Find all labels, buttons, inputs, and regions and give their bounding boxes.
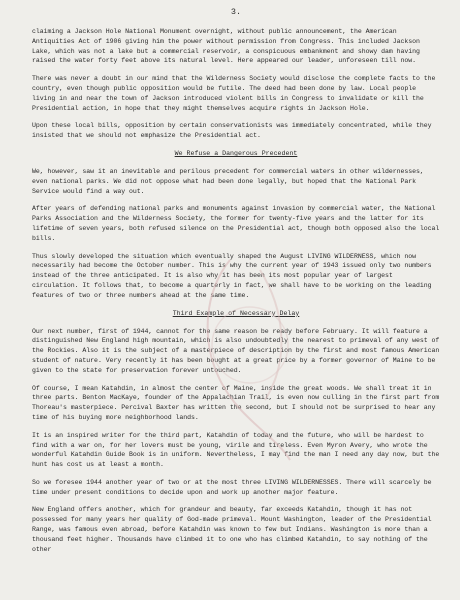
section-heading-delay: Third Example of Necessary Delay bbox=[172, 309, 300, 317]
paragraph-2: There was never a doubt in our mind that the Wilderness Society would disclose the complete facts to the country, even though public opposition would be futile. The deed had been done by law. Local people living in and near the town of Jackson introduced violent bills in Congress to invalidate or kill the Presidential action, in hope that they might themselves acquire rights in Jackson Hole. bbox=[32, 75, 436, 112]
paragraph-4: We, however, saw it an inevitable and perilous precedent for commercial waters in other wildernesses, even national parks. We did not oppose what had been done legally, but hoped that the National Park Service would find a way out. bbox=[32, 167, 424, 195]
paragraph-1: claiming a Jackson Hole National Monument overnight, without public announcement, the American Antiquities Act of 1906 giving him the power without permission from Congress. This included Jackson Lake, which was not a lake but a commercial reservoir, a conspicuous embankment and showy dam having raised the water forty feet above its natural level. Here appeared our leader, unforeseen till now. bbox=[32, 28, 420, 65]
paragraph-11: New England offers another, which for grandeur and beauty, far exceeds Katahdin, though it has not possessed for many years her quality of God-made primeval. Mount Washington, leader of the Presidential Range, was famous even abroad, before Katahdin was known to few but Indians. Washington is more than a thousand feet higher. Thousands have climbed it to one who has climbed Katahdin, to say nothing of the other bbox=[32, 506, 432, 553]
paragraph-6: Thus slowly developed the situation which eventually shaped the August LIVING WILDERNESS, which now necessarily had become the October number. This is why the current year of 1943 issued only two numbers instead of the three anticipated. It is also why it has been its most popular year of largest circulation. It follows that, to become a quarterly in fact, we shall have to be working on the leading features of two or three numbers ahead at the same time. bbox=[32, 252, 432, 299]
paragraph-9: It is an inspired writer for the third part, Katahdin of today and the future, who will be hardest to find with a war on, for her lovers must be young, virile and tireless. Even Myron Avery, who wrote the wonderful Katahdin Guide Book is in uniform. Nevertheless, I may find the man I need any day now, but the hunt has cost us at least a month. bbox=[32, 431, 440, 469]
paragraph-10: So we foresee 1944 another year of two or at the most three LIVING WILDERNESSES. There will scarcely be time under present conditions to decide upon and work up another major feature. bbox=[32, 478, 432, 496]
paragraph-8: Of course, I mean Katahdin, in almost the center of Maine, inside the great woods. We shall treat it in three parts. Benton MacKaye, founder of the Appalachian Trail, is even now culling in the first part from Thoreau's masterpiece. Percival Baxter has written the second, but I should not be surprised to hear any time of his buying more neighborhood lands. bbox=[32, 384, 440, 421]
page-number: 3. bbox=[230, 7, 242, 17]
paragraph-7: Our next number, first of 1944, cannot for the same reason be ready before February. It will feature a distinguished New England high mountain, which is also undoubtedly the nearest to primeval of any west of the Rockies. Also it is the subject of a masterpiece of description by the first and most famous American student of nature. Very recently it has been bought at a great price by a former governor of Maine to be given to the state for preservation forever untouched. bbox=[32, 327, 440, 374]
paragraph-5: After years of defending national parks and monuments against invasion by commercial water, the National Parks Association and the Wilderness Society, the former for twenty-five years and the latter for its lifetime of seven years, both refused silence on the Presidential act, though both opposed also the local bills. bbox=[32, 205, 440, 242]
section-heading-precedent: We Refuse a Dangerous Precedent bbox=[174, 149, 298, 157]
paragraph-3: Upon these local bills, opposition by certain conservationists was immediately concentrated, while they insisted that we should not emphasize the Presidential act. bbox=[32, 122, 432, 140]
